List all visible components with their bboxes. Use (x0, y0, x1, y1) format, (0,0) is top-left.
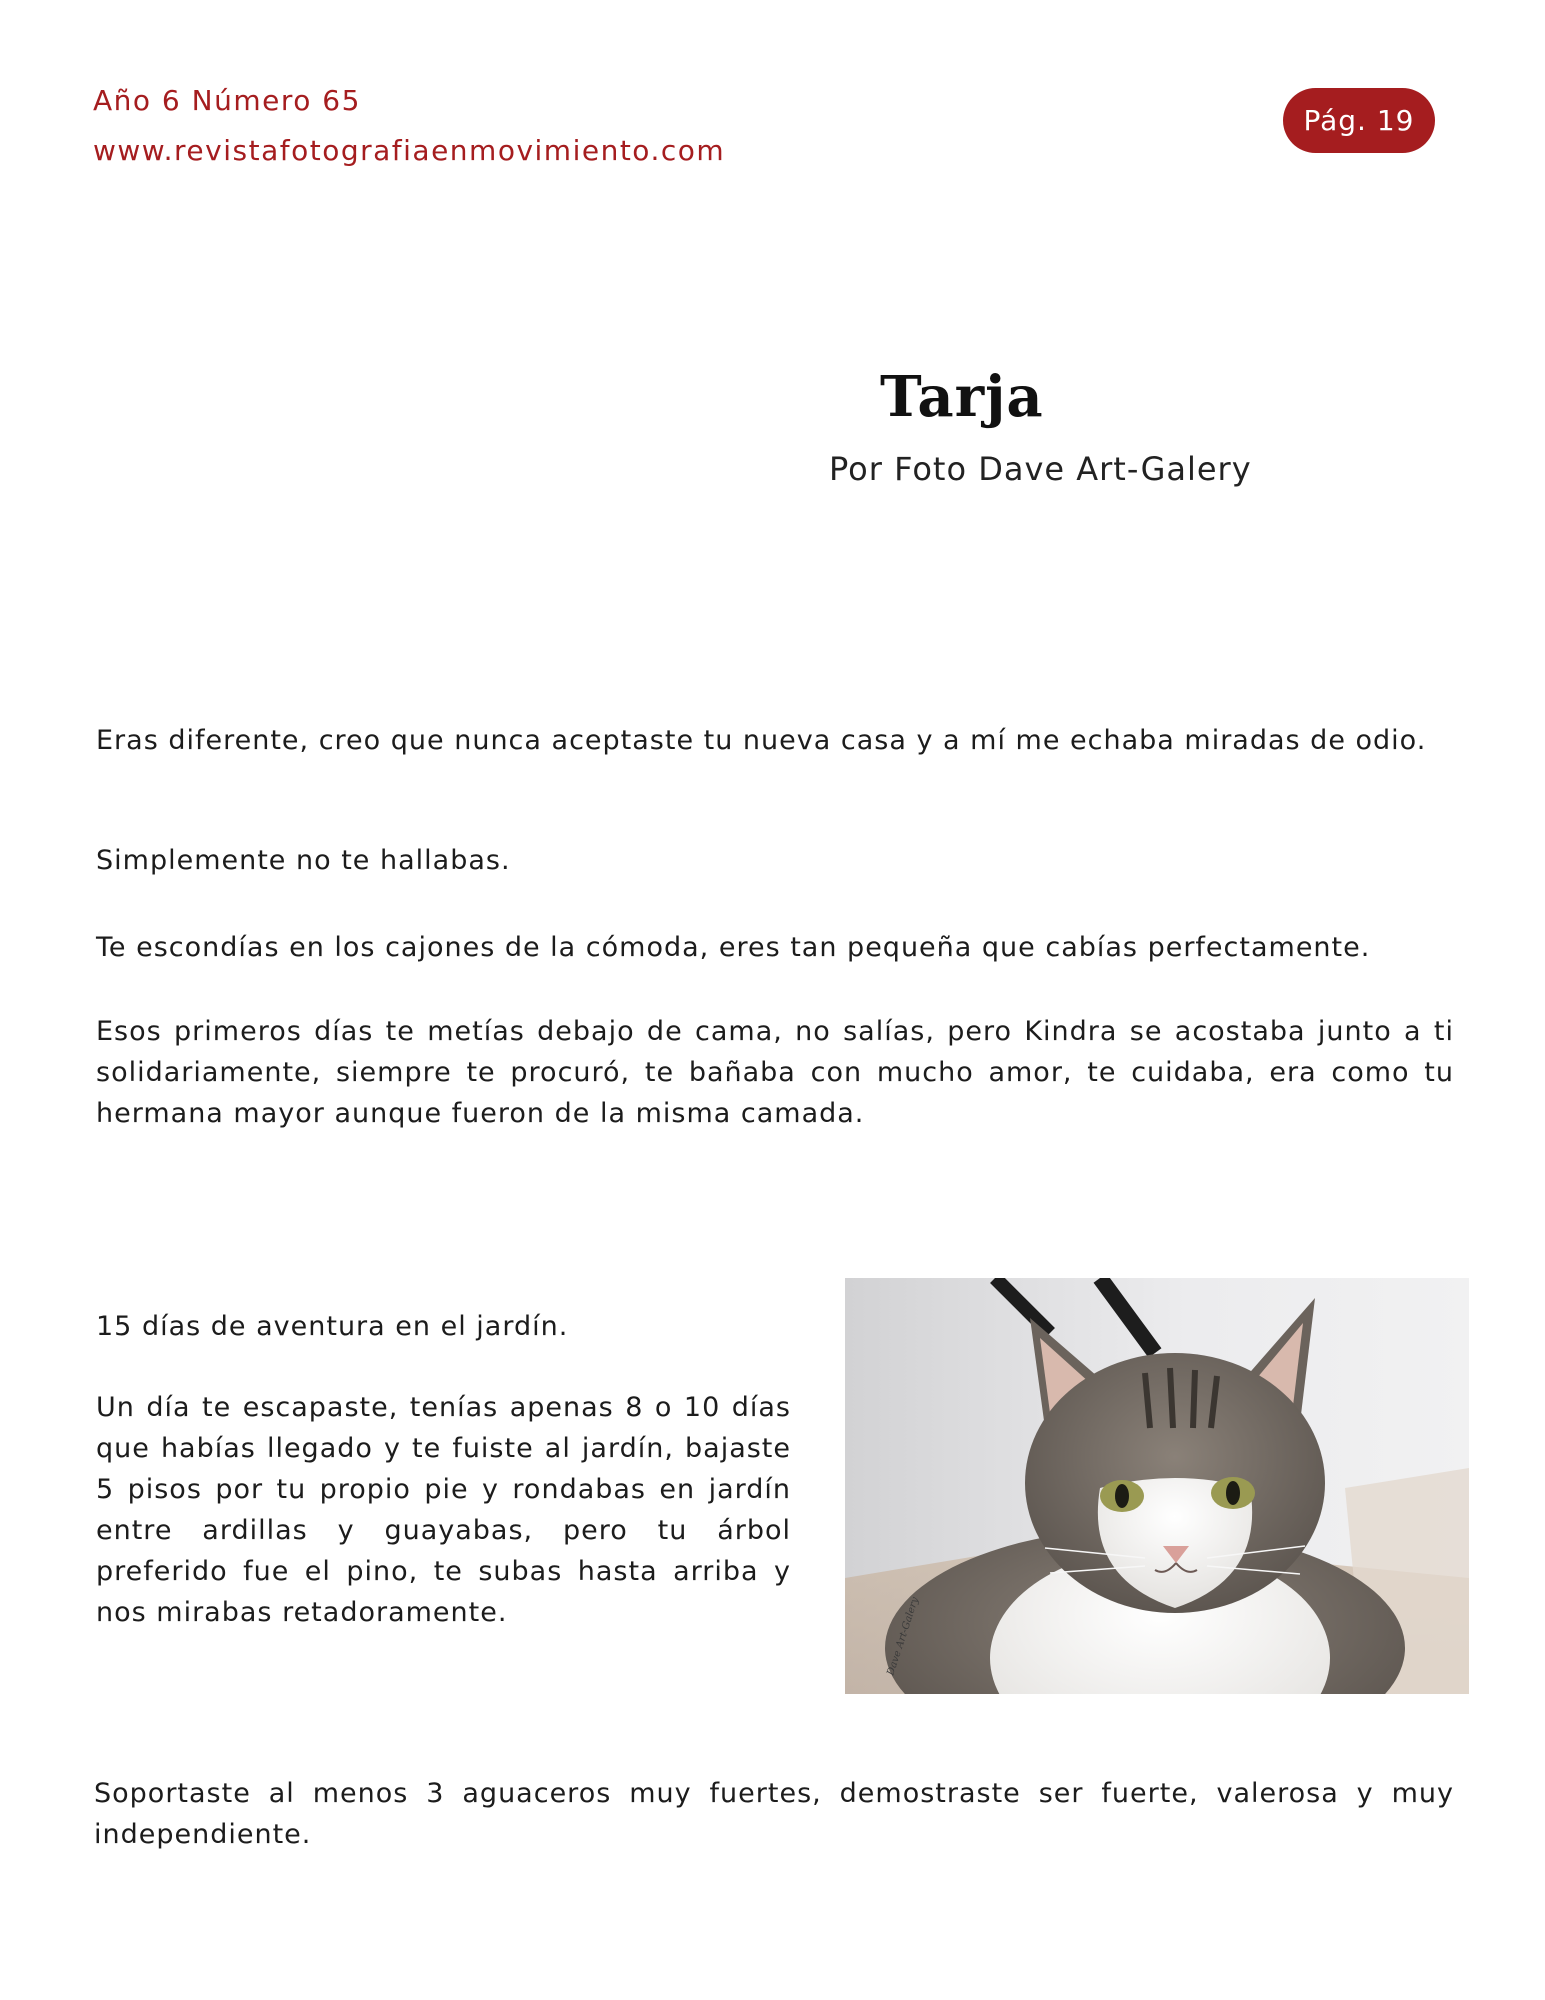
article-byline: Por Foto Dave Art-Galery (829, 450, 1252, 488)
paragraph: Simplemente no te hallabas. (96, 845, 511, 876)
paragraph: Eras diferente, creo que nunca aceptaste tu nueva casa y a mí me echaba miradas de odio. (96, 725, 1427, 756)
cat-pupil-left (1115, 1484, 1129, 1508)
paragraph: Esos primeros días te metías debajo de cama, no salías, pero Kindra se acostaba junto a ti solidariamente, siempre te procuró, te bañaba con mucho amor, te cuidaba, era como tu hermana mayor aunque fueron de la misma camada. (96, 1016, 1454, 1129)
paragraph: 15 días de aventura en el jardín. (96, 1311, 569, 1342)
paragraph: Un día te escapaste, tenías apenas 8 o 10 días que habías llegado y te fuiste al jardín, bajaste 5 pisos por tu propio pie y rondabas en jardín entre ardillas y guayabas, pero tu árbol preferido fue el pino, te subas hasta arriba y nos mirabas retadoramente. (96, 1392, 791, 1628)
page-number-badge: Pág. 19 (1283, 88, 1435, 153)
website-link[interactable]: www.revistafotografiaenmovimiento.com (93, 134, 726, 167)
cat-pupil-right (1226, 1481, 1240, 1505)
issue-line: Año 6 Número 65 (93, 84, 361, 117)
article-title: Tarja (880, 364, 1044, 430)
photo-watermark: Dave Art-Galery (885, 1595, 922, 1677)
cat-photo (845, 1278, 1469, 1694)
paragraph: Te escondías en los cajones de la cómoda, eres tan pequeña que cabías perfectamente. (96, 932, 1371, 963)
paragraph: Soportaste al menos 3 aguaceros muy fuertes, demostraste ser fuerte, valerosa y muy independiente. (94, 1778, 1454, 1850)
